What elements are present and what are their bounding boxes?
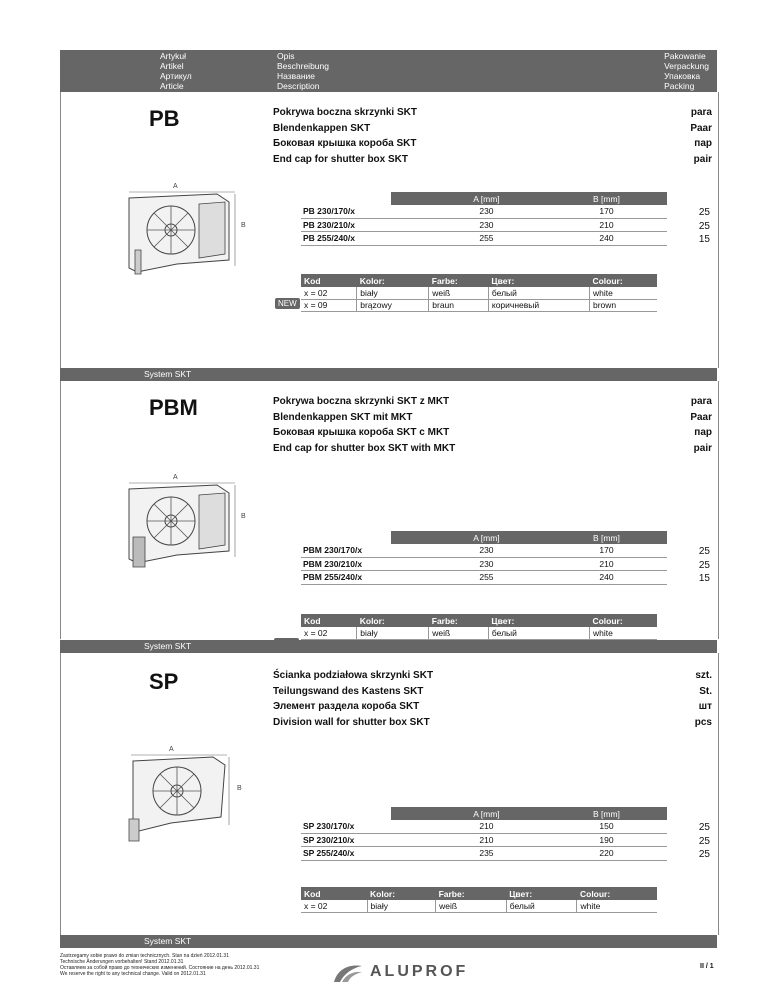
quantity-value: 15 [698, 234, 710, 245]
quantity-value: 15 [698, 573, 710, 584]
table-row [301, 571, 667, 585]
logo-mark-icon [330, 960, 366, 986]
color-code: x = 02 [301, 900, 367, 912]
system-label: System SKT [144, 641, 192, 651]
product-name: PBM 230/210/x [301, 557, 391, 571]
header-label: Beschreibung [277, 61, 329, 71]
dim-a-header: A [mm] [427, 192, 546, 205]
dim-a-value: 210 [427, 820, 546, 833]
packing-unit [690, 394, 712, 456]
product-description [273, 668, 433, 730]
logo-text: ALUPROF [370, 963, 469, 980]
table-row [301, 627, 657, 639]
product-code: PB [149, 106, 180, 131]
spacer-cell [391, 571, 427, 585]
dim-b-value: 210 [546, 218, 667, 232]
spacer-cell [391, 232, 427, 246]
dim-b-header: B [mm] [546, 807, 667, 820]
color-header: Цвет: [506, 887, 577, 900]
blank-header-cell [301, 807, 391, 820]
color-header: Colour: [589, 614, 657, 627]
header-label: Pakowanie [664, 51, 706, 61]
column-header-bar [60, 50, 717, 92]
desc-line: Division wall for shutter box SKT [273, 716, 430, 728]
unit-line: Paar [690, 122, 712, 134]
packing-unit [695, 668, 712, 730]
division-wall-drawing [117, 743, 247, 843]
spacer-cell [391, 820, 427, 833]
header-label: Artikel [160, 61, 184, 71]
product-name: SP 230/170/x [301, 820, 391, 833]
table-row [301, 299, 657, 312]
dim-b-value: 240 [546, 232, 667, 246]
product-name: PB 255/240/x [301, 232, 391, 246]
dim-a-value: 210 [427, 833, 546, 847]
dim-a-value: 230 [427, 218, 546, 232]
dim-b-value: 220 [546, 847, 667, 861]
disclaimer-line: Technische Änderungen vorbehalten! Stand 2012.01.31 [60, 959, 184, 965]
table-row [301, 232, 667, 246]
dim-a-value: 230 [427, 557, 546, 571]
quantity-list [699, 545, 710, 586]
dim-a-label: A [173, 183, 178, 190]
catalog-page [60, 50, 717, 945]
color-header: Kolor: [367, 887, 436, 900]
dim-b-header: B [mm] [546, 531, 667, 544]
color-header: Kolor: [357, 274, 429, 287]
color-header: Kod [301, 887, 367, 900]
header-label: Packing [664, 81, 695, 91]
system-bar [60, 640, 717, 653]
desc-line: Ścianka podziałowa skrzynki SKT [273, 670, 434, 681]
page-number: II / 1 [700, 963, 714, 970]
packing-unit [690, 105, 712, 167]
header-label: Verpackung [664, 61, 709, 71]
quantity-list [699, 206, 710, 247]
product-code: SP [149, 669, 179, 694]
color-header: Colour: [577, 887, 657, 900]
header-label: Description [277, 81, 320, 91]
unit-line: para [690, 396, 712, 407]
unit-line: пар [694, 138, 712, 149]
color-en: white [577, 900, 657, 912]
spacer-header-cell [391, 807, 427, 820]
unit-line: St. [699, 685, 712, 697]
unit-line: pcs [694, 716, 712, 728]
dim-a-value: 230 [427, 544, 546, 557]
dim-a-header: A [mm] [427, 807, 546, 820]
header-label: Opis [277, 51, 295, 61]
spacer-cell [391, 847, 427, 861]
desc-line: Blendenkappen SKT mit MKT [273, 411, 413, 423]
color-table [301, 274, 657, 312]
color-de: weiß [436, 900, 507, 912]
system-label: System SKT [144, 369, 192, 379]
dim-a-value: 255 [427, 232, 546, 246]
system-label: System SKT [144, 936, 192, 946]
spacer-cell [391, 544, 427, 557]
color-ru: коричневый [488, 299, 589, 312]
spacer-cell [391, 218, 427, 232]
color-ru: белый [488, 287, 589, 299]
spacer-cell [391, 205, 427, 218]
end-cap-mkt-drawing [117, 471, 247, 571]
header-label: Artykuł [160, 51, 186, 61]
product-name: PBM 230/170/x [301, 544, 391, 557]
product-description [273, 394, 455, 456]
header-label: Article [160, 81, 184, 91]
system-bar [60, 368, 717, 381]
quantity-list [699, 821, 710, 862]
color-header: Цвет: [488, 614, 589, 627]
dimension-table [301, 192, 667, 246]
dim-a-value: 235 [427, 847, 546, 861]
color-en: brown [589, 299, 657, 312]
color-header: Farbe: [429, 274, 489, 287]
dimension-table [301, 531, 667, 585]
spacer-header-cell [391, 192, 427, 205]
color-header: Colour: [589, 274, 657, 287]
product-section-pb [60, 92, 719, 368]
color-pl: biały [357, 627, 429, 639]
color-code: x = 09 [301, 299, 357, 312]
product-description [273, 105, 417, 167]
color-header: Farbe: [436, 887, 507, 900]
table-row [301, 218, 667, 232]
system-bar [60, 935, 717, 948]
product-name: PB 230/210/x [301, 218, 391, 232]
unit-line: Paar [690, 411, 712, 423]
desc-line: Боковая крышка короба SKT [273, 138, 417, 149]
desc-line: Blendenkappen SKT [273, 122, 371, 134]
quantity-value: 25 [698, 220, 710, 232]
color-table [301, 887, 657, 913]
article-header [160, 51, 192, 91]
quantity-value: 25 [698, 849, 710, 860]
quantity-value: 25 [698, 822, 710, 833]
product-section-sp [60, 653, 719, 935]
color-en: white [589, 627, 657, 639]
table-row [301, 847, 667, 861]
new-badge: NEW [275, 298, 300, 309]
color-pl: biały [357, 287, 429, 299]
color-header: Kod [301, 614, 357, 627]
table-row [301, 833, 667, 847]
desc-line: End cap for shutter box SKT [273, 153, 409, 165]
color-de: weiß [429, 287, 489, 299]
desc-line: Pokrywa boczna skrzynki SKT [273, 107, 417, 118]
color-ru: белый [488, 627, 589, 639]
dim-b-value: 240 [546, 571, 667, 585]
packing-header [664, 51, 709, 91]
product-name: SP 230/210/x [301, 833, 391, 847]
quantity-value: 25 [698, 546, 710, 557]
end-cap-drawing [117, 180, 247, 280]
color-code: x = 02 [301, 627, 357, 639]
header-label: Артикул [160, 71, 192, 81]
dim-a-label: A [173, 474, 178, 481]
unit-line: шт [698, 701, 712, 712]
blank-header-cell [301, 531, 391, 544]
dim-b-value: 170 [546, 544, 667, 557]
quantity-value: 25 [698, 559, 710, 571]
dim-b-label: B [241, 513, 246, 520]
disclaimer-line: Zastrzegamy sobie prawo do zmian technicznych. Stan na dzień 2012.01.31 [60, 953, 229, 959]
product-name: SP 255/240/x [301, 847, 391, 861]
dim-b-label: B [241, 222, 246, 229]
color-header: Kod [301, 274, 357, 287]
table-row [301, 900, 657, 912]
aluprof-logo [330, 960, 480, 986]
product-name: PBM 255/240/x [301, 571, 391, 585]
product-code: PBM [149, 395, 198, 420]
dim-a-value: 255 [427, 571, 546, 585]
dim-b-header: B [mm] [546, 192, 667, 205]
dimension-table [301, 807, 667, 861]
unit-line: pair [693, 442, 712, 454]
color-pl: brązowy [357, 299, 429, 312]
color-header: Kolor: [357, 614, 429, 627]
blank-header-cell [301, 192, 391, 205]
quantity-value: 25 [698, 207, 710, 218]
spacer-cell [391, 557, 427, 571]
unit-line: szt. [695, 670, 712, 681]
dim-b-value: 150 [546, 820, 667, 833]
desc-line: End cap for shutter box SKT with MKT [273, 442, 456, 454]
dim-b-value: 190 [546, 833, 667, 847]
table-row [301, 544, 667, 557]
unit-line: pair [693, 153, 712, 165]
table-row [301, 287, 657, 299]
dim-b-label: B [237, 785, 242, 792]
table-row [301, 820, 667, 833]
color-header: Farbe: [429, 614, 489, 627]
dim-a-label: A [169, 746, 174, 753]
header-label: Название [277, 71, 315, 81]
desc-line: Боковая крышка короба SKT с MKT [273, 427, 450, 438]
unit-line: para [690, 107, 712, 118]
footer-disclaimer [60, 953, 259, 977]
disclaimer-line: We reserve the right to any technical change. Valid on 2012.01.31 [60, 971, 206, 977]
dim-a-header: A [mm] [427, 531, 546, 544]
color-en: white [589, 287, 657, 299]
product-section-pbm [60, 381, 719, 639]
unit-line: пар [694, 427, 712, 438]
spacer-cell [391, 833, 427, 847]
desc-line: Teilungswand des Kastens SKT [273, 685, 424, 697]
dim-a-value: 230 [427, 205, 546, 218]
quantity-value: 25 [698, 835, 710, 847]
color-ru: белый [506, 900, 577, 912]
dim-b-value: 210 [546, 557, 667, 571]
color-pl: biały [367, 900, 436, 912]
desc-line: Pokrywa boczna skrzynki SKT z MKT [273, 396, 450, 407]
table-row [301, 557, 667, 571]
description-header [277, 51, 329, 91]
dim-b-value: 170 [546, 205, 667, 218]
desc-line: Элемент раздела короба SKT [273, 701, 420, 712]
header-label: Упаковка [664, 71, 701, 81]
color-code: x = 02 [301, 287, 357, 299]
spacer-header-cell [391, 531, 427, 544]
color-de: braun [429, 299, 489, 312]
product-name: PB 230/170/x [301, 205, 391, 218]
color-de: weiß [429, 627, 489, 639]
color-header: Цвет: [488, 274, 589, 287]
table-row [301, 205, 667, 218]
disclaimer-line: Оставляем за собой право до технических изменений. Состояние на день 2012.01.31 [60, 965, 260, 971]
